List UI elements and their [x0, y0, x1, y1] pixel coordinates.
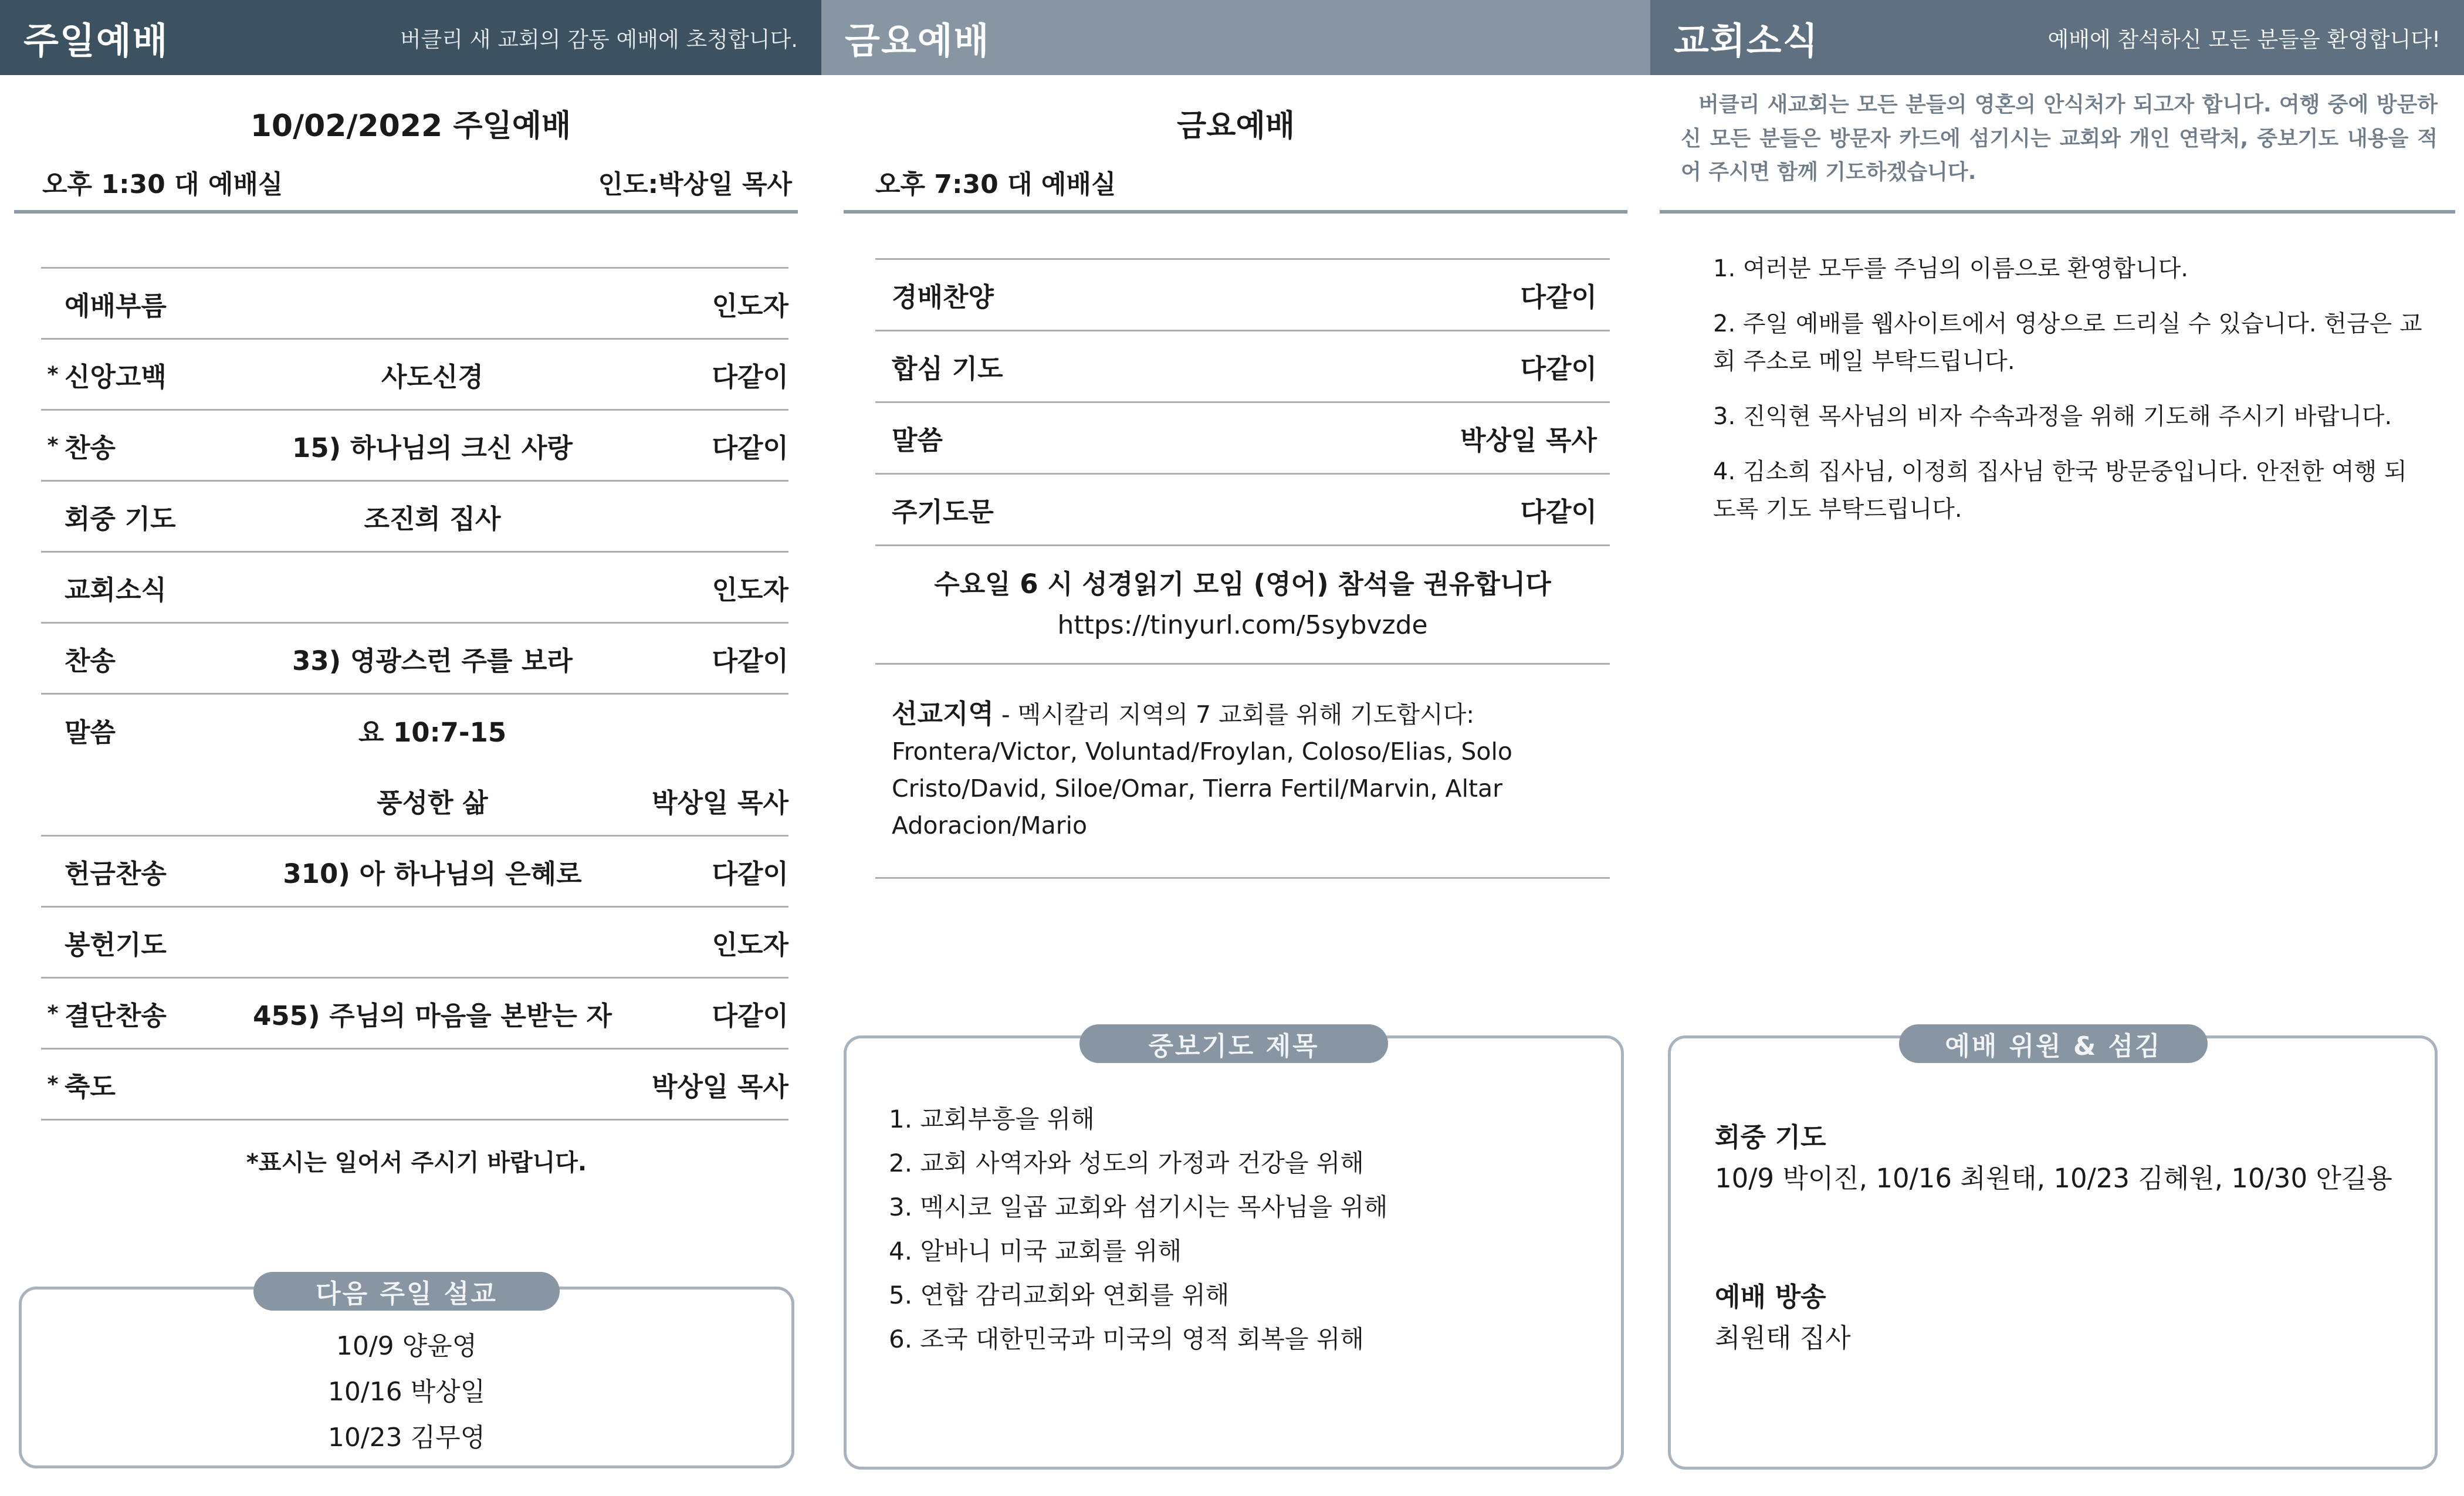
order-item: 경배찬양	[892, 282, 994, 313]
order-leader: 다같이	[1520, 353, 1597, 384]
congregational-prayer-label: 회중 기도	[1715, 1122, 1826, 1153]
sunday-header	[0, 0, 821, 75]
order-row	[41, 553, 788, 624]
order-detail: 조진희 집사	[364, 503, 501, 534]
order-row	[41, 624, 788, 695]
order-detail: 15) 하나님의 크신 사랑	[292, 432, 573, 463]
order-row	[41, 908, 788, 979]
list-item: 4. 알바니 미국 교회를 위해	[889, 1237, 1182, 1265]
order-row	[41, 837, 788, 908]
order-item: 교회소식	[65, 574, 167, 605]
list-item: 10/16 박상일	[327, 1377, 486, 1407]
list-item: 10/23 김무영	[327, 1423, 486, 1453]
list-item: 3. 멕시코 일곱 교회와 섬기시는 목사님을 위해	[889, 1193, 1388, 1221]
order-leader: 다같이	[712, 1000, 788, 1031]
list-item: 1. 교회부흥을 위해	[889, 1105, 1095, 1133]
church-news-panel	[1650, 0, 2464, 1496]
sermon-block	[41, 695, 788, 837]
order-item: 헌금찬송	[65, 858, 167, 889]
congregational-prayer-schedule: 10/9 박이진, 10/16 최원태, 10/23 김혜원, 10/30 안길용	[1715, 1163, 2392, 1194]
next-sermons-title: 다음 주일 설교	[253, 1272, 560, 1311]
order-row	[41, 340, 788, 411]
order-item: 말씀	[65, 717, 116, 748]
broadcast-label: 예배 방송	[1715, 1281, 1826, 1312]
order-item: 봉헌기도	[65, 929, 167, 960]
sunday-time-place: 오후 1:30 대 예배실	[42, 170, 283, 199]
news-header-subtitle: 예배에 참석하신 모든 분들을 환영합니다!	[2047, 27, 2441, 52]
order-leader: 다같이	[1520, 282, 1597, 313]
sunday-leader: 인도:박상일 목사	[598, 170, 792, 199]
prayer-requests-list	[889, 1097, 1387, 1361]
sunday-service-meta	[42, 163, 792, 201]
sunday-service-title: 10/02/2022 주일예배	[250, 109, 571, 144]
news-header-title: 교회소식	[1674, 19, 1819, 62]
friday-time-place: 오후 7:30 대 예배실	[875, 170, 1116, 199]
order-row	[875, 260, 1610, 331]
order-leader: 다같이	[712, 432, 788, 463]
order-row	[41, 766, 788, 835]
sunday-order-of-worship	[41, 267, 788, 1121]
welcome-intro: 버클리 새교회는 모든 분들의 영혼의 안식처가 되고자 합니다. 여행 중에 방문하신 모든 분들은 방문자 카드에 섬기시는 교회와 개인 연락처, 중보기도 내용을 적어 주시면 함께 기도하겠습니다.	[1681, 93, 2438, 185]
order-row	[875, 403, 1610, 475]
order-item: 신앙고백	[65, 361, 167, 392]
order-item: 말씀	[892, 425, 943, 456]
mission-region	[875, 665, 1610, 879]
friday-service-title: 금요예배	[1177, 109, 1295, 144]
friday-order-of-worship	[875, 258, 1610, 879]
order-detail: 310) 아 하나님의 은혜로	[283, 858, 582, 889]
order-item: 축도	[65, 1071, 116, 1102]
stand-mark: *	[47, 1001, 59, 1025]
order-detail: 풍성한 삶	[377, 787, 488, 818]
order-item: 찬송	[65, 645, 116, 676]
divider	[1660, 210, 2455, 214]
broadcast-person: 최원태 집사	[1715, 1322, 1851, 1353]
order-row	[875, 331, 1610, 403]
order-detail: 33) 영광스런 주를 보라	[292, 645, 573, 676]
order-item: 주기도문	[892, 496, 994, 527]
order-leader: 인도자	[712, 929, 788, 960]
order-row	[41, 695, 788, 766]
order-row	[875, 475, 1610, 546]
order-leader: 다같이	[1520, 496, 1597, 527]
stand-mark: *	[47, 1072, 59, 1096]
worship-staff-box	[1668, 1035, 2438, 1470]
divider	[844, 210, 1627, 214]
order-leader: 다같이	[712, 858, 788, 889]
bible-study-text: 수요일 6 시 성경읽기 모임 (영어) 참석을 권유합니다	[934, 568, 1551, 600]
list-item: 4. 김소희 집사님, 이정희 집사님 한국 방문중입니다. 안전한 여행 되도록 기도 부탁드립니다.	[1713, 458, 2407, 523]
prayer-requests-box	[844, 1035, 1624, 1470]
friday-header	[821, 0, 1650, 75]
order-detail: 사도신경	[381, 361, 483, 392]
friday-service-panel	[821, 0, 1650, 1496]
order-row	[41, 269, 788, 340]
order-detail: 요 10:7-15	[358, 717, 507, 748]
list-item: 2. 교회 사역자와 성도의 가정과 건강을 위해	[889, 1149, 1364, 1177]
news-header	[1650, 0, 2464, 75]
church-news-list	[1713, 250, 2429, 546]
sunday-service-panel	[0, 0, 821, 1496]
order-item: 결단찬송	[65, 1000, 167, 1031]
order-item: 회중 기도	[65, 503, 176, 534]
order-leader: 박상일 목사	[1460, 425, 1597, 456]
mission-text: - 멕시칼리 지역의 7 교회를 위해 기도합시다: Frontera/Victor, Voluntad/Froylan, Coloso/Elias, Solo Cristo/David, Siloe/Omar, Tierra Fertil/Marvin, Altar Adoracion/Mario	[892, 700, 1512, 840]
order-item: 찬송	[65, 432, 116, 463]
order-row	[41, 482, 788, 553]
list-item: 1. 여러분 모두를 주님의 이름으로 환영합니다.	[1713, 255, 2188, 282]
bible-study-link[interactable]: https://tinyurl.com/5sybvzde	[1057, 610, 1428, 640]
mission-label: 선교지역	[892, 698, 994, 729]
friday-header-title: 금요예배	[845, 19, 990, 62]
order-leader: 인도자	[712, 574, 788, 605]
order-leader: 다같이	[712, 645, 788, 676]
sunday-header-title: 주일예배	[23, 19, 169, 62]
stand-mark: *	[47, 362, 59, 387]
order-row	[41, 1050, 788, 1121]
prayer-requests-title: 중보기도 제목	[1079, 1024, 1388, 1063]
order-row	[41, 411, 788, 482]
order-leader: 박상일 목사	[651, 1071, 788, 1102]
next-sermons-list	[22, 1324, 791, 1461]
worship-staff-title: 예배 위원 & 섬김	[1899, 1024, 2208, 1063]
stand-note: *표시는 일어서 주시기 바랍니다.	[246, 1149, 587, 1176]
list-item: 2. 주일 예배를 웹사이트에서 영상으로 드리실 수 있습니다. 헌금은 교회 주소로 메일 부탁드립니다.	[1713, 310, 2422, 375]
next-sermons-box	[19, 1287, 794, 1468]
order-item: 예배부름	[65, 290, 167, 321]
list-item: 10/9 양윤영	[336, 1331, 478, 1361]
sunday-header-subtitle: 버클리 새 교회의 감동 예배에 초청합니다.	[400, 27, 798, 52]
order-detail: 455) 주님의 마음을 본받는 자	[253, 1000, 612, 1031]
order-leader: 다같이	[712, 361, 788, 392]
order-leader: 인도자	[712, 290, 788, 321]
staff-section	[1715, 1117, 2392, 1359]
list-item: 3. 진익현 목사님의 비자 수속과정을 위해 기도해 주시기 바랍니다.	[1713, 403, 2392, 430]
list-item: 6. 조국 대한민국과 미국의 영적 회복을 위해	[889, 1325, 1364, 1353]
order-leader: 박상일 목사	[651, 787, 788, 818]
bible-study-notice	[875, 546, 1610, 665]
order-row	[41, 979, 788, 1050]
order-item: 합심 기도	[892, 353, 1003, 384]
divider	[14, 210, 798, 214]
list-item: 5. 연합 감리교회와 연회를 위해	[889, 1281, 1230, 1309]
friday-service-meta	[875, 163, 1579, 201]
stand-mark: *	[47, 433, 59, 458]
